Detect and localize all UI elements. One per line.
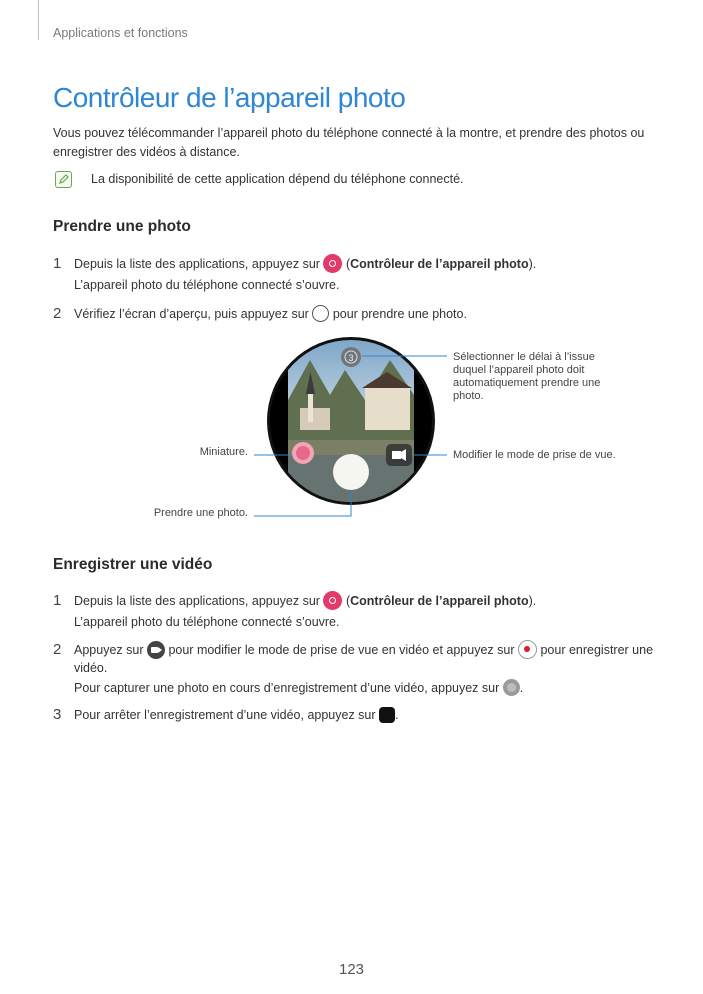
step-text: Vérifiez l’écran d’aperçu, puis appuyez sur — [74, 307, 309, 321]
paren-open: ( — [345, 257, 351, 271]
video-mode-icon — [147, 641, 165, 659]
page-number: 123 — [338, 961, 365, 978]
page-title: Contrôleur de l’appareil photo — [53, 82, 406, 113]
step-number: 3 — [53, 706, 62, 723]
step-text-post: pour prendre une photo. — [332, 307, 467, 321]
intro-line-1: Vous pouvez télécommander l’appareil photo du téléphone connecté à la montre, et prendre des photos ou — [53, 126, 645, 140]
record-icon — [518, 640, 537, 659]
step-text: Depuis la liste des applications, appuyez sur — [74, 257, 320, 271]
step-result: L’appareil photo du téléphone connecté s’ouvre. — [74, 278, 340, 292]
step-extra: Pour capturer une photo en cours d’enregistrement d’une vidéo, appuyez sur . — [74, 681, 524, 695]
app-name: Contrôleur de l’appareil photo — [350, 594, 529, 608]
step-number: 1 — [53, 592, 62, 609]
step-text-mid: pour modifier le mode de prise de vue en vidéo et appuyez sur — [168, 643, 515, 657]
step-text-cont: vidéo. — [74, 661, 108, 675]
shutter-button[interactable] — [333, 454, 369, 490]
step-text: Depuis la liste des applications, appuyez sur — [74, 594, 320, 608]
stop-icon — [379, 707, 395, 723]
step-number: 2 — [53, 305, 62, 322]
capture-icon — [503, 679, 520, 696]
intro-line-2: enregistrer des vidéos à distance. — [53, 145, 240, 159]
step-number: 2 — [53, 641, 62, 658]
paren-close: ). — [528, 594, 537, 608]
camera-controller-app-icon — [323, 591, 342, 610]
timer-glyph: 3 — [348, 353, 354, 363]
app-name: Contrôleur de l’appareil photo — [350, 257, 529, 271]
callout-shutter: Prendre une photo. — [153, 507, 248, 519]
paren-open: ( — [345, 594, 351, 608]
section-heading-video: Enregistrer une vidéo — [53, 556, 213, 573]
callout-timer: Sélectionner le délai à l’issue duquel l’appareil photo doit automatiquement prendre une photo. — [453, 351, 601, 402]
step-text: Appuyez sur — [74, 643, 144, 657]
note-text: La disponibilité de cette application dépend du téléphone connecté. — [91, 172, 464, 186]
section-header: Applications et fonctions — [53, 26, 188, 40]
paren-close: ). — [528, 257, 537, 271]
callout-thumbnail: Miniature. — [199, 446, 248, 458]
section-heading-photo: Prendre une photo — [53, 218, 191, 235]
step-text: Pour arrêter l’enregistrement d’une vidéo, appuyez sur — [74, 708, 376, 722]
step-result: L’appareil photo du téléphone connecté s’ouvre. — [74, 615, 340, 629]
step-text-post: pour enregistrer une — [540, 643, 654, 657]
step-number: 1 — [53, 255, 62, 272]
callout-mode: Modifier le mode de prise de vue. — [453, 449, 616, 461]
